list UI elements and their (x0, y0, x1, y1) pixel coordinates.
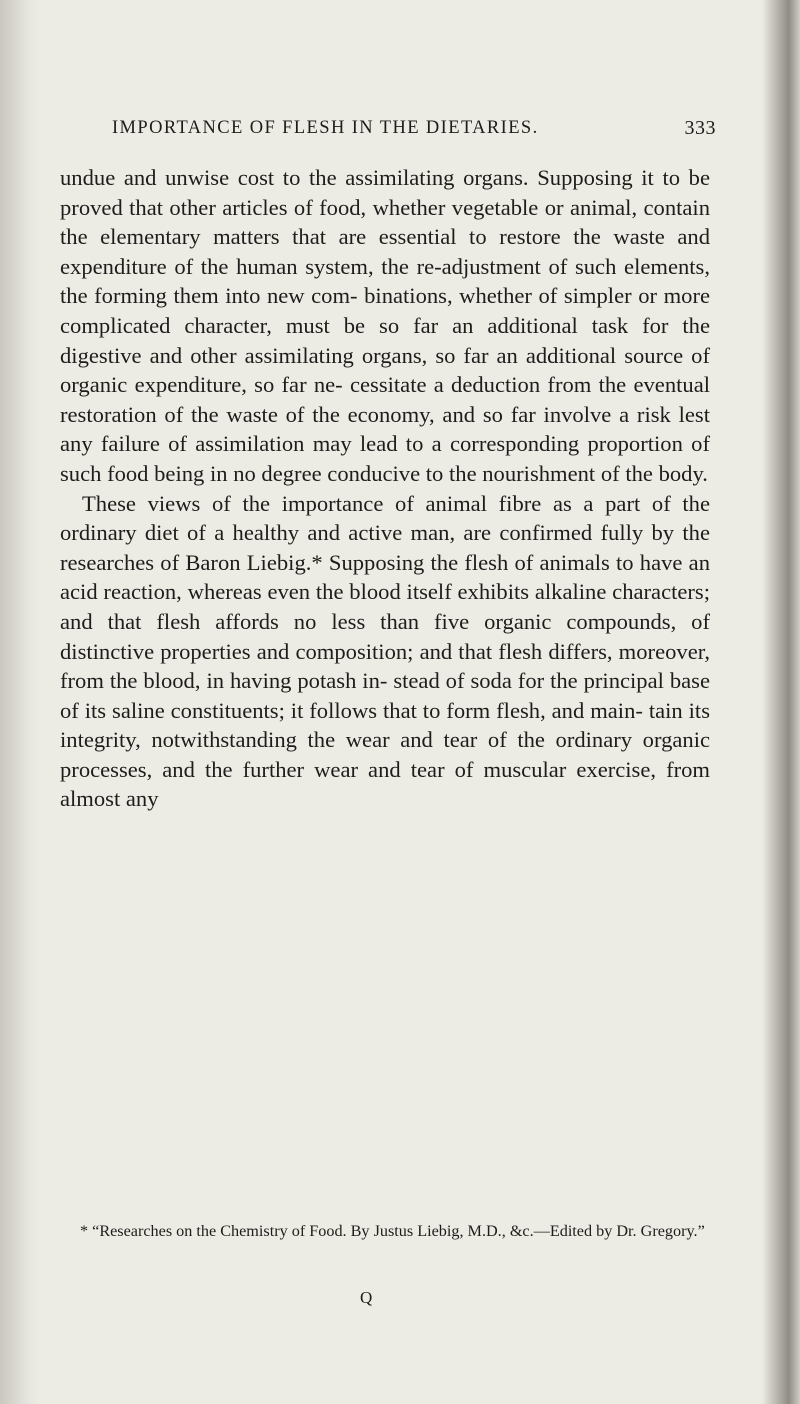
page-gutter-shadow (0, 0, 40, 1404)
body-text (60, 163, 710, 814)
signature-mark: Q (360, 1288, 373, 1307)
running-title: IMPORTANCE OF FLESH IN THE DIETARIES. (112, 118, 539, 138)
page-header (112, 118, 716, 148)
paragraph-2: These views of the importance of animal fibre as a part of the ordinary diet of a healthy and active man, are confirmed fully by the researches of Baron Liebig.* Supposing the flesh of animals to have an acid reaction, whereas even the blood itself exhibits alkaline characters; and that flesh affords no less than five organic compounds, of distinctive properties and composition; and that flesh differs, moreover, from the blood, in having potash in- stead of soda for the principal base of its saline constituents; it follows that to form flesh, and main- tain its integrity, notwithstanding the wear and tear of the ordinary organic processes, and the further wear and tear of muscular exercise, from almost any (60, 490, 710, 812)
page-number: 333 (684, 117, 716, 139)
footnote: * “Researches on the Chemistry of Food. By Justus Liebig, M.D., &c.—Edited by Dr. Gregory.” (80, 1222, 705, 1240)
paragraph-1: undue and unwise cost to the assimilating organs. Supposing it to be proved that other articles of food, whether vegetable or animal, contain the elementary matters that are essential to restore the waste and expenditure of the human system, the re-adjustment of such elements, the forming them into new com- binations, whether of simpler or more complicated character, must be so far an additional task for the digestive and other assimilating organs, so far an additional source of organic expenditure, so far ne- cessitate a deduction from the eventual restoration of the waste of the economy, and so far involve a risk lest any failure of assimilation may lead to a corresponding proportion of such food being in no degree conducive to the nourishment of the body. (60, 165, 710, 486)
page-fore-edge (762, 0, 800, 1404)
